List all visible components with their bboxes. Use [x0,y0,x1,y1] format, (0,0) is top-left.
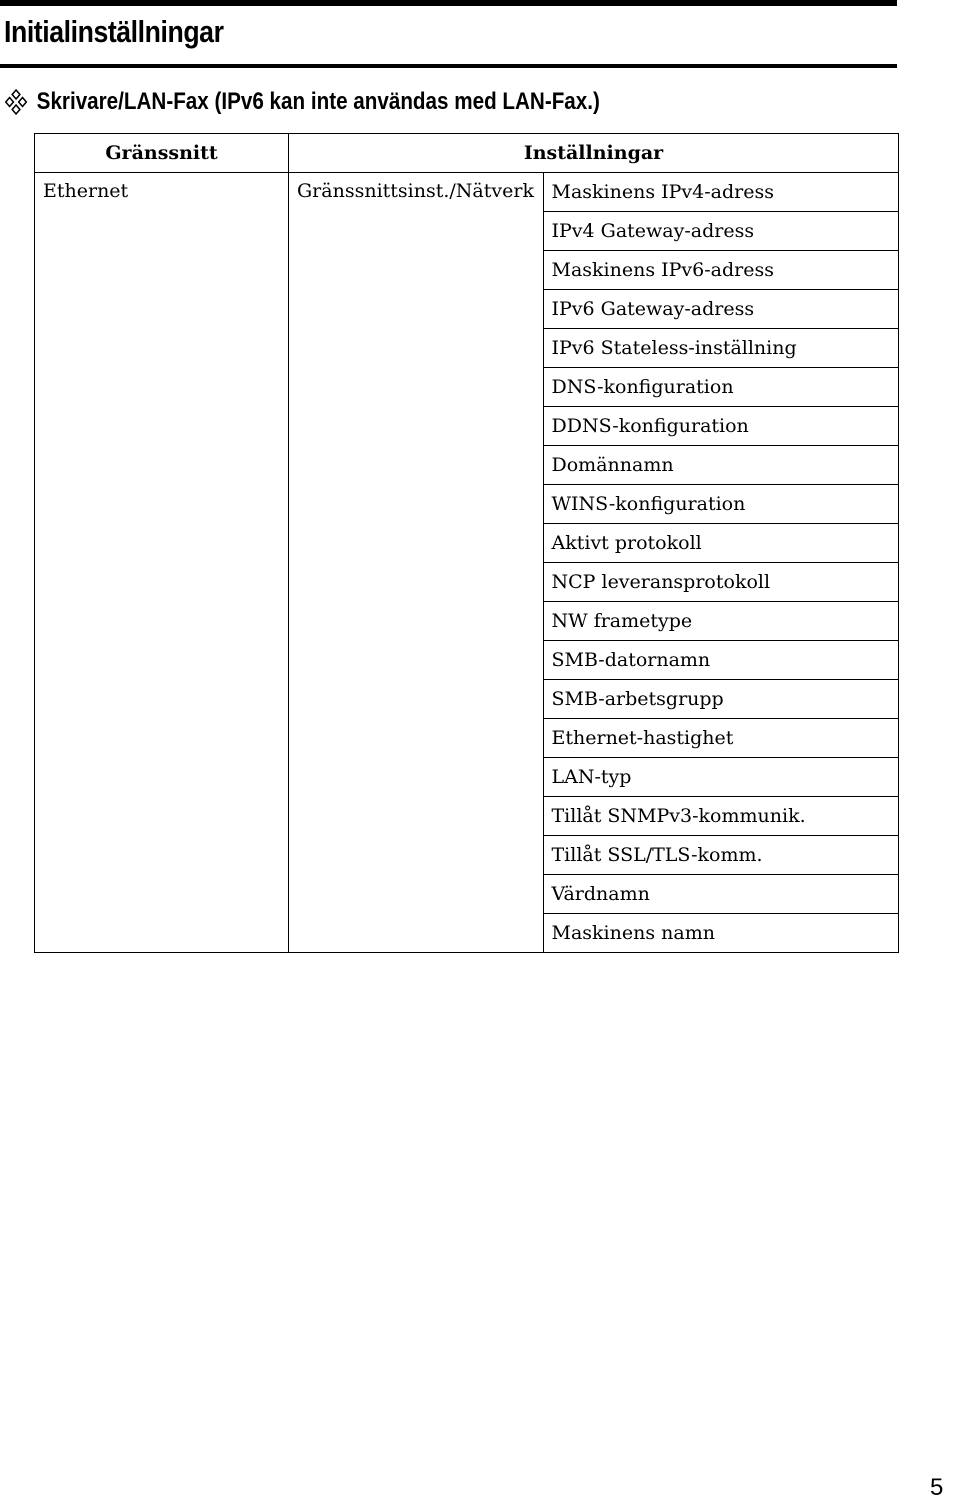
setting-label: IPv4 Gateway-adress [543,212,891,250]
setting-label: Tillåt SSL/TLS-komm. [543,836,891,874]
setting-cell [543,914,899,953]
setting-cell [543,446,899,485]
setting-cell [543,563,899,602]
setting-cell [543,485,899,524]
setting-label: Tillåt SNMPv3-kommunik. [543,797,891,835]
group-cell: Gränssnittsinst./Nätverk [289,173,543,953]
setting-cell [543,719,899,758]
table-row [35,173,899,212]
setting-cell [543,251,899,290]
table-header-row [35,134,899,173]
setting-label: SMB-arbetsgrupp [543,680,891,718]
top-rule [0,0,897,6]
page-title: Initialinställningar [4,14,224,49]
setting-cell [543,641,899,680]
setting-label: Aktivt protokoll [543,524,891,562]
table-body [35,173,899,953]
setting-label: Maskinens IPv6-adress [543,251,891,289]
header-settings: Inställningar [289,134,899,173]
setting-cell [543,368,899,407]
setting-label: Ethernet-hastighet [543,719,891,757]
setting-cell [543,758,899,797]
setting-label: Maskinens namn [543,914,891,952]
setting-label: NW frametype [543,602,891,640]
setting-cell [543,797,899,836]
settings-table [34,133,899,953]
setting-cell [543,290,899,329]
section-heading-text: Skrivare/LAN-Fax (IPv6 kan inte användas med LAN-Fax.) [36,88,600,115]
setting-label: Maskinens IPv4-adress [543,173,891,211]
header-interface: Gränssnitt [35,134,289,173]
page-number: 5 [930,1474,944,1501]
setting-cell [543,602,899,641]
setting-label: Domännamn [543,446,891,484]
setting-cell [543,329,899,368]
section-heading [4,88,600,116]
setting-label: DNS-konfiguration [543,368,891,406]
setting-cell [543,407,899,446]
setting-label: NCP leveransprotokoll [543,563,891,601]
setting-label: LAN-typ [543,758,891,796]
title-rule [0,64,897,68]
setting-label: DDNS-konfiguration [543,407,891,445]
setting-cell [543,680,899,719]
setting-label: SMB-datornamn [543,641,891,679]
setting-cell [543,212,899,251]
interface-cell: Ethernet [35,173,289,953]
setting-cell [543,524,899,563]
setting-label: Värdnamn [543,875,891,913]
four-diamond-bullet-icon [4,88,28,116]
setting-cell [543,836,899,875]
setting-label: IPv6 Stateless-inställning [543,329,891,367]
setting-cell [543,173,899,212]
setting-cell [543,875,899,914]
setting-label: WINS-konfiguration [543,485,891,523]
setting-label: IPv6 Gateway-adress [543,290,891,328]
